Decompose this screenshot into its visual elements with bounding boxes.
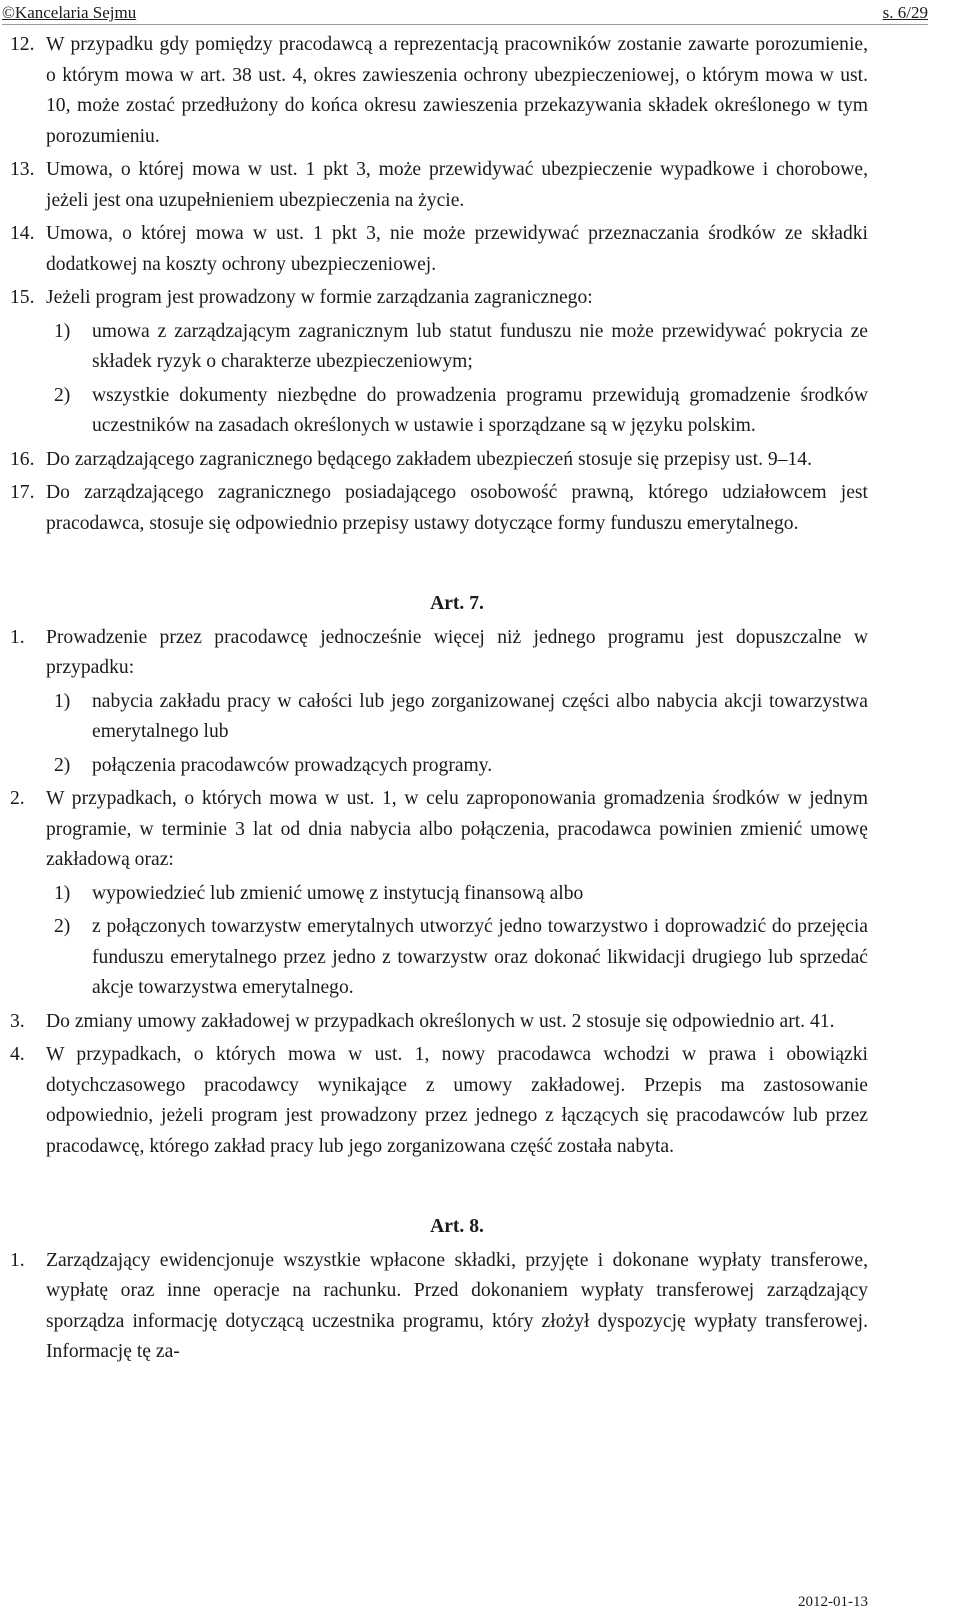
- list-item-15-2: [54, 381, 868, 442]
- art7-list-item-1-2: [54, 751, 868, 782]
- publisher-label: ©Kancelaria Sejmu: [2, 3, 137, 22]
- paragraph-13: [10, 155, 868, 216]
- paragraph-text: Prowadzenie przez pracodawcę jednocześnie więcej niż jednego programu jest dopuszczalne w przypadku:: [46, 626, 868, 678]
- paragraph-text: W przypadkach, o których mowa w ust. 1, nowy pracodawca wchodzi w prawa i obowiązki dotychczasowego pracodawcy wynikające z umowy zakładowej. Przepis ma zastosowanie odpowiednio, jeżeli program jest prowadzony przez jednego z łączących się pracodawców lub przez pracodawcę, którego zakład pracy lub jego zorganizowana część została nabyta.: [46, 1044, 868, 1157]
- paragraph-text: Umowa, o której mowa w ust. 1 pkt 3, może przewidywać ubezpieczenie wypadkowe i chorobowe, jeżeli jest ona uzupełnieniem ubezpieczenia na życie.: [46, 159, 868, 211]
- item-number: 2): [54, 916, 71, 937]
- paragraph-15: [10, 283, 868, 314]
- paragraph-17: [10, 478, 868, 539]
- paragraph-number: 4.: [10, 1044, 25, 1065]
- art7-list-item-2-1: [54, 879, 868, 910]
- header-divider: [2, 24, 928, 25]
- paragraph-text: Do zmiany umowy zakładowej w przypadkach określonych w ust. 2 stosuje się odpowiednio art. 41.: [46, 1010, 835, 1032]
- paragraph-12: [10, 30, 868, 152]
- item-text: wypowiedzieć lub zmienić umowę z instytucją finansową albo: [92, 882, 584, 904]
- art8-paragraph-1: [10, 1246, 868, 1368]
- section-art6-continuation: [10, 30, 868, 539]
- paragraph-number: 16.: [10, 448, 35, 470]
- paragraph-number: 15.: [10, 287, 35, 308]
- paragraph-text: Do zarządzającego zagranicznego będącego zakładem ubezpieczeń stosuje się przepisy ust. 9–14.: [46, 448, 812, 470]
- section-art8: [10, 1246, 868, 1368]
- art7-paragraph-3: [10, 1007, 868, 1038]
- paragraph-number: 14.: [10, 223, 35, 244]
- page-number: s. 6/29: [882, 3, 928, 22]
- paragraph-number: 12.: [10, 34, 35, 55]
- paragraph-number: 13.: [10, 159, 35, 180]
- article-7-title: Art. 7.: [430, 593, 484, 614]
- paragraph-16: [10, 445, 868, 476]
- paragraph-text: Jeżeli program jest prowadzony w formie zarządzania zagranicznego:: [46, 287, 593, 308]
- paragraph-text: W przypadkach, o których mowa w ust. 1, w celu zaproponowania gromadzenia środków w jednym programie, w terminie 3 lat od dnia nabycia albo połączenia, pracodawca powinien zmienić umowę zakładową oraz:: [46, 788, 868, 870]
- document-date: 2012-01-13: [798, 1594, 868, 1610]
- art7-paragraph-2: [10, 784, 868, 876]
- paragraph-number: 17.: [10, 482, 35, 503]
- paragraph-14: [10, 219, 868, 280]
- section-art7: [10, 623, 868, 1163]
- art7-list-item-2-2: [54, 912, 868, 1004]
- paragraph-text: Zarządzający ewidencjonuje wszystkie wpłacone składki, przyjęte i dokonane wypłaty transferowe, wypłatę oraz inne operacje na rachunku. Przed dokonaniem wypłaty transferowej zarządzający sporządza informację dotyczącą uczestnika programu, który złożył dyspozycję wypłaty transferowej. Informację tę za-: [46, 1249, 868, 1362]
- item-text: umowa z zarządzającym zagranicznym lub statut funduszu nie może przewidywać pokrycia ze składek ryzyk o charakterze ubezpieczeniowym;: [92, 320, 868, 372]
- list-item-15-1: [54, 317, 868, 378]
- item-text: połączenia pracodawców prowadzących programy.: [92, 754, 493, 776]
- paragraph-number: 1.: [10, 626, 25, 648]
- art7-list-item-1-1: [54, 687, 868, 748]
- document-body: [10, 30, 868, 1371]
- paragraph-number: 1.: [10, 1249, 25, 1271]
- item-number: 1): [54, 320, 71, 342]
- paragraph-text: W przypadku gdy pomiędzy pracodawcą a reprezentacją pracowników zostanie zawarte porozumienie, o którym mowa w art. 38 ust. 4, okres zawieszenia ochrony ubezpieczeniowej, o którym mowa w ust. 10, może zostać przedłużony do końca okresu zawieszenia przekazywania składek określonego w tym porozumieniu.: [46, 34, 868, 147]
- paragraph-text: Do zarządzającego zagranicznego posiadającego osobowość prawną, którego udziałowcem jest pracodawca, stosuje się odpowiednio przepisy ustawy dotyczące formy funduszu emerytalnego.: [46, 482, 868, 534]
- art7-paragraph-4: [10, 1040, 868, 1162]
- article-8-title: Art. 8.: [430, 1216, 484, 1237]
- paragraph-text: Umowa, o której mowa w ust. 1 pkt 3, nie może przewidywać przeznaczania środków ze składki dodatkowej na koszty ochrony ubezpieczeniowej.: [46, 223, 868, 275]
- item-number: 1): [54, 690, 71, 712]
- item-number: 1): [54, 882, 71, 904]
- item-text: nabycia zakładu pracy w całości lub jego zorganizowanej części albo nabycia akcji towarzystwa emerytalnego lub: [92, 690, 868, 742]
- item-number: 2): [54, 384, 71, 406]
- item-text: wszystkie dokumenty niezbędne do prowadzenia programu przewidują gromadzenie środków uczestników na zasadach określonych w ustawie i sporządzane są w języku polskim.: [92, 384, 868, 436]
- item-number: 2): [54, 754, 71, 776]
- page-header: [2, 0, 928, 26]
- paragraph-number: 2.: [10, 788, 25, 809]
- art7-paragraph-1: [10, 623, 868, 684]
- paragraph-number: 3.: [10, 1010, 25, 1032]
- item-text: z połączonych towarzystw emerytalnych utworzyć jedno towarzystwo i doprowadzić do przejęcia funduszu emerytalnego przez jedno z towarzystw oraz dokonać likwidacji drugiego lub sprzedać akcje towarzystwa emerytalnego.: [92, 916, 868, 998]
